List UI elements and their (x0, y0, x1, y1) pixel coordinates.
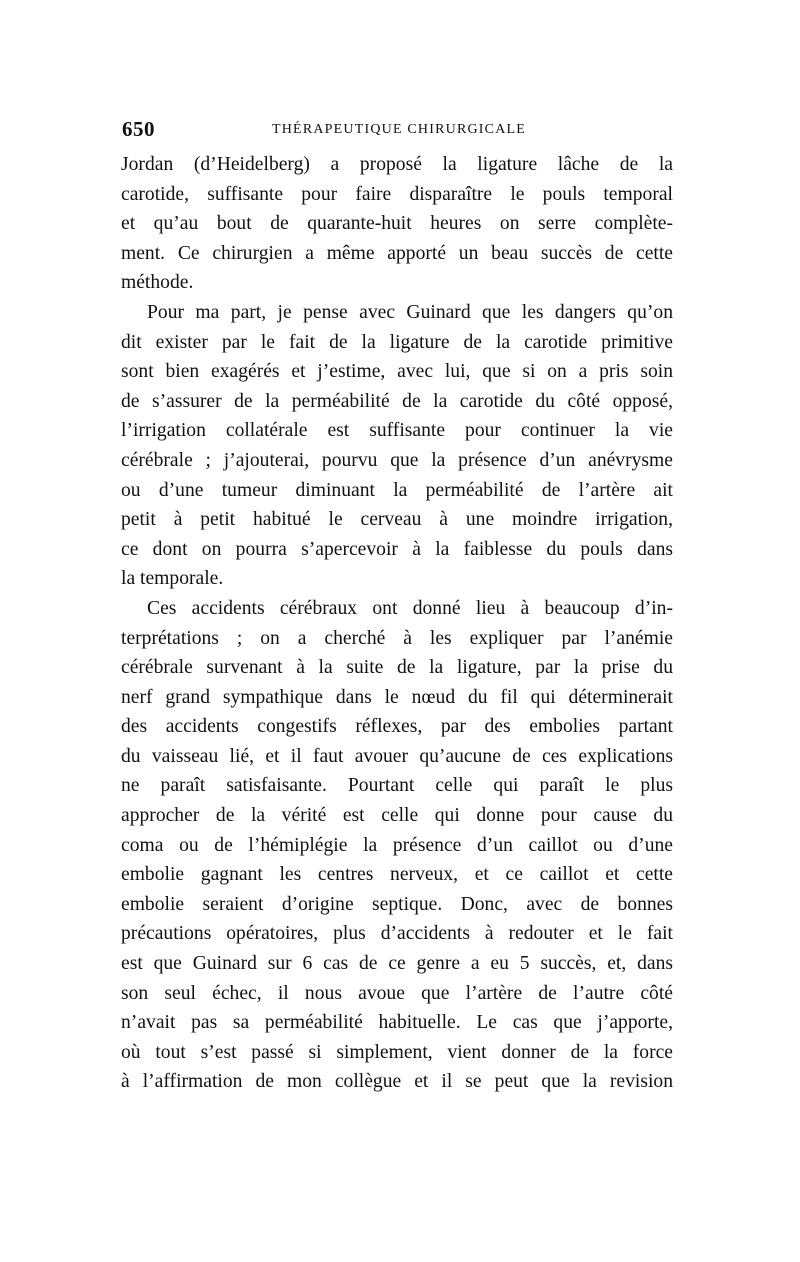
text-line: précautions opératoires, plus d’accidents à redouter et le fait (121, 923, 673, 945)
body-text (121, 150, 673, 1097)
text-line: n’avait pas sa perméabilité habituelle. Le cas que j’apporte, (121, 1012, 673, 1034)
text-line: et qu’au bout de quarante-huit heures on serre complète- (121, 213, 673, 235)
text-line: cérébrale survenant à la suite de la ligature, par la prise du (121, 657, 673, 679)
text-line: où tout s’est passé si simplement, vient donner de la force (121, 1041, 673, 1063)
text-line: sont bien exagérés et j’estime, avec lui, que si on a pris soin (121, 361, 673, 383)
paragraph-first-line: Pour ma part, je pense avec Guinard que les dangers qu’on (147, 301, 673, 323)
text-line: est que Guinard sur 6 cas de ce genre a eu 5 succès, et, dans (121, 953, 673, 975)
text-line: ce dont on pourra s’apercevoir à la faiblesse du pouls dans (121, 538, 673, 560)
text-line: coma ou de l’hémiplégie la présence d’un caillot ou d’une (121, 834, 673, 856)
text-line: nerf grand sympathique dans le nœud du fil qui déterminerait (121, 686, 673, 708)
text-line: méthode. (121, 272, 194, 294)
text-line: dit exister par le fait de la ligature de la carotide primitive (121, 331, 673, 353)
text-line: cérébrale ; j’ajouterai, pourvu que la présence d’un anévrysme (121, 449, 673, 471)
text-line: l’irrigation collatérale est suffisante pour continuer la vie (121, 420, 673, 442)
text-line: terprétations ; on a cherché à les expliquer par l’anémie (121, 627, 673, 649)
text-line: Jordan (d’Heidelberg) a proposé la ligature lâche de la (121, 154, 673, 175)
text-line: de s’assurer de la perméabilité de la carotide du côté opposé, (121, 390, 673, 412)
paragraph-first-line: Ces accidents cérébraux ont donné lieu à beaucoup d’in- (147, 597, 673, 619)
page-number: 650 (122, 117, 155, 141)
text-line: ne paraît satisfaisante. Pourtant celle qui paraît le plus (121, 775, 673, 797)
text-line: embolie gagnant les centres nerveux, et ce caillot et cette (121, 864, 673, 886)
running-title: THÉRAPEUTIQUE CHIRURGICALE (272, 122, 527, 137)
text-line: son seul échec, il nous avoue que l’artère de l’autre côté (121, 982, 673, 1004)
running-head (122, 116, 678, 142)
text-line: embolie seraient d’origine septique. Donc, avec de bonnes (121, 893, 673, 915)
text-line: des accidents congestifs réflexes, par des embolies partant (121, 716, 673, 738)
text-line: carotide, suffisante pour faire disparaître le pouls temporal (121, 183, 673, 205)
text-line: la temporale. (121, 568, 224, 590)
text-line: à l’affirmation de mon collègue et il se peut que la revision (121, 1071, 673, 1093)
text-line: du vaisseau lié, et il faut avouer qu’aucune de ces explications (121, 745, 673, 767)
text-line: approcher de la vérité est celle qui donne pour cause du (121, 805, 673, 827)
text-line: petit à petit habitué le cerveau à une moindre irrigation, (121, 509, 673, 531)
text-line: ment. Ce chirurgien a même apporté un beau succès de cette (121, 242, 673, 264)
text-line: ou d’une tumeur diminuant la perméabilité de l’artère ait (121, 479, 673, 501)
